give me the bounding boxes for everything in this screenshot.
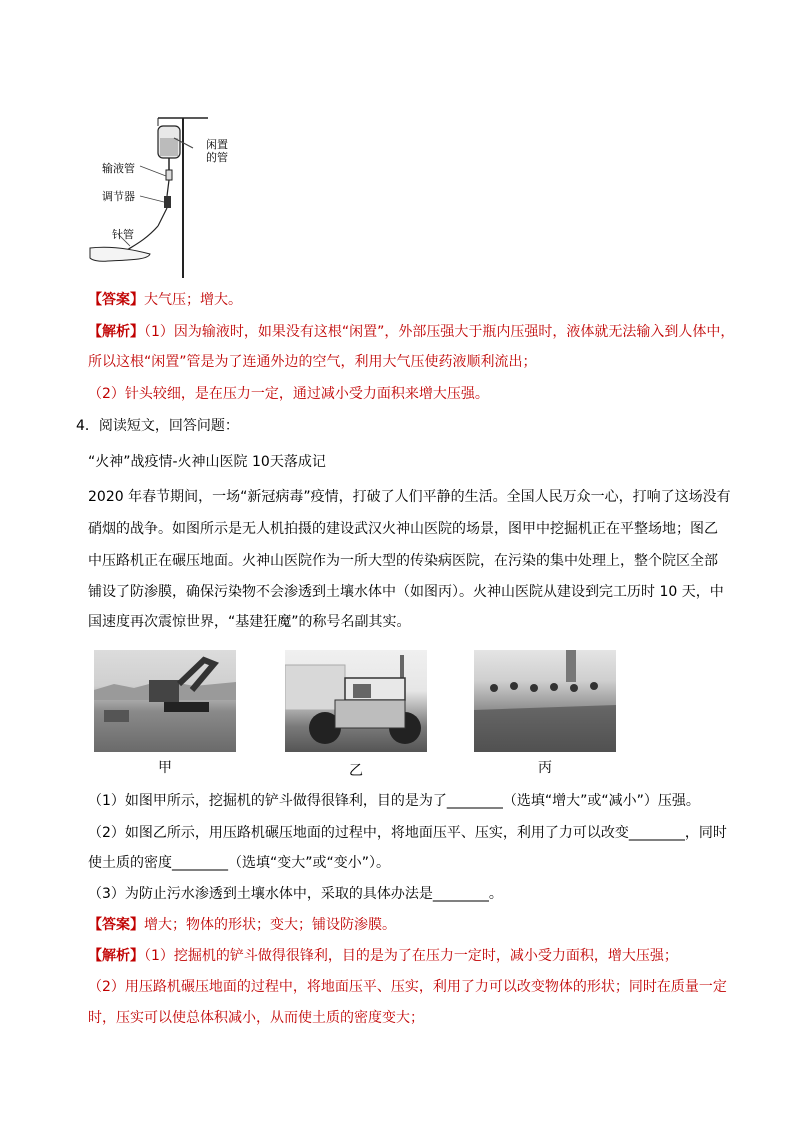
q4-para-line-2: 硝烟的战争。如图所示是无人机拍摄的建设武汉火神山医院的场景，图甲中挖掘机正在平整场地；图乙 [88,521,718,537]
caption-yi: 乙 [349,763,363,779]
q4-para-line-1: 2020 年春节期间，一场“新冠病毒”疫情，打破了人们平静的生活。全国人民万众一心，打响了这场没有 [88,489,731,505]
iv-drip-figure [88,108,248,278]
q4-analysis-line-3: 时，压实可以使总体积减小，从而使土质的密度变大； [88,1010,424,1026]
q3-answer [88,290,242,310]
label-infusion-tube: 输液管 [102,162,135,175]
answer-tag: 【答案】 [88,917,144,933]
q4-sub-question-3: （3）为防止污水渗透到土壤水体中，采取的具体办法是________。 [88,886,503,902]
q4-sub-question-2-line-2: 使土质的密度________（选填“变大”或“变小”）。 [88,855,391,871]
q3-analysis-line-2: 所以这根“闲置”管是为了连通外边的空气，利用大气压使药液顺利流出； [88,354,537,370]
q4-para-line-4: 铺设了防渗膜，确保污染物不会渗透到土壤水体中（如图丙）。火神山医院从建设到完工历时 10 天，中 [88,584,724,600]
q4-answer [88,915,396,935]
caption-jia: 甲 [158,760,172,776]
workers-illustration [474,650,616,752]
q4-article-title: “火神”战疫情-火神山医院 10天落成记 [88,454,326,470]
answer-text: 增大；物体的形状；变大；铺设防渗膜。 [144,917,396,933]
road-roller-illustration [285,650,427,752]
analysis-tag: 【解析】 [88,324,144,340]
seepage-membrane-photo [474,650,616,752]
caption-bing: 丙 [538,760,552,776]
q4-para-line-3: 中压路机正在碾压地面。火神山医院作为一所大型的传染病医院，在污染的集中处理上，整个院区全部 [88,553,718,569]
excavator-photo [94,650,236,752]
excavator-illustration [94,650,236,752]
q4-analysis-line-1: 【解析】（1）挖掘机的铲斗做得很锋利，目的是为了在压力一定时，减小受力面积，增大压强； [88,948,678,964]
q3-analysis-line-3: （2）针头较细，是在压力一定，通过减小受力面积来增大压强。 [88,386,489,402]
label-needle: 针管 [112,228,134,241]
q4-para-line-5: 国速度再次震惊世界，“基建狂魔”的称号名副其实。 [88,614,411,630]
q4-sub-question-1: （1）如图甲所示，挖掘机的铲斗做得很锋利，目的是为了________（选填“增大”或“减小”）压强。 [88,793,700,809]
label-regulator: 调节器 [102,190,135,203]
q4-sub-question-2-line-1: （2）如图乙所示，用压路机碾压地面的过程中，将地面压平、压实，利用了力可以改变________，同时 [88,825,727,841]
answer-text: 大气压；增大。 [144,292,242,308]
label-idle-tube: 闲置的管 [206,138,228,164]
q4-stem: 4．阅读短文，回答问题： [76,418,239,434]
analysis-tag: 【解析】 [88,948,144,964]
q4-analysis-line-2: （2）用压路机碾压地面的过程中，将地面压平、压实，利用了力可以改变物体的形状；同时在质量一定 [88,979,727,995]
q3-analysis-line-1: 【解析】（1）因为输液时，如果没有这根“闲置”，外部压强大于瓶内压强时，液体就无法输入到人体中， [88,324,735,340]
road-roller-photo [285,650,427,752]
answer-tag: 【答案】 [88,292,144,308]
